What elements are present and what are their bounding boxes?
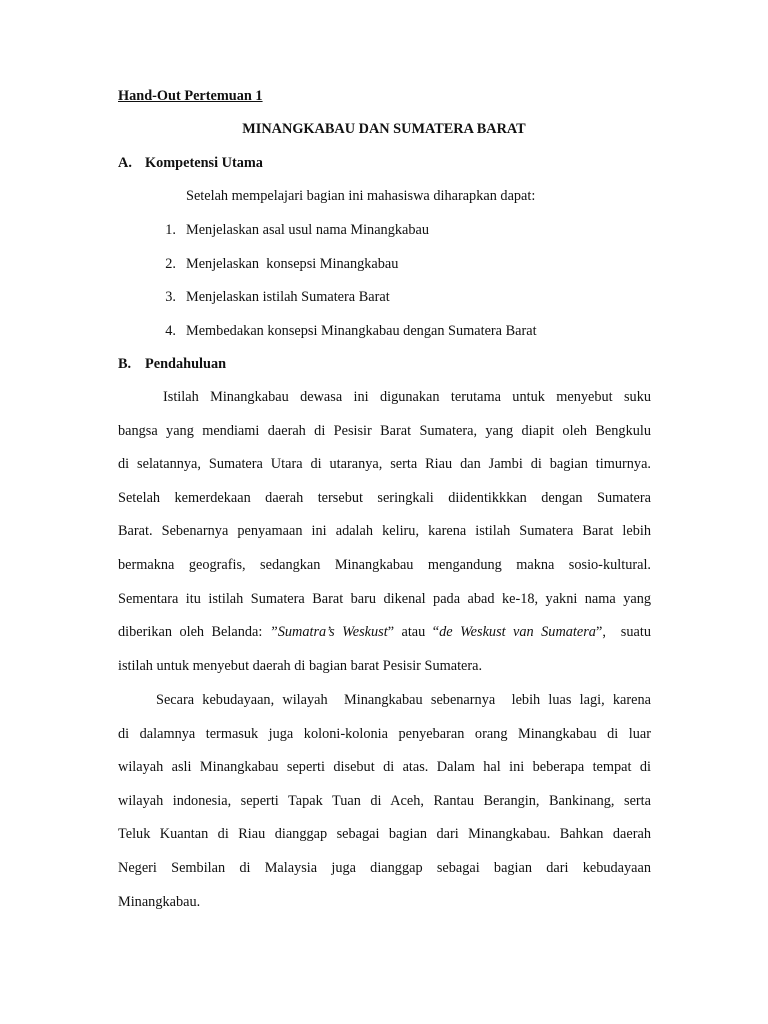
paragraph-line: di dalamnya termasuk juga koloni-kolonia penyebaran orang Minangkabau di luar	[118, 725, 651, 742]
handout-title: Hand-Out Pertemuan 1	[118, 88, 263, 104]
section-b-letter: B.	[118, 356, 132, 372]
paragraph-line: wilayah indonesia, seperti Tapak Tuan di Aceh, Rantau Berangin, Bankinang, serta	[118, 792, 651, 809]
objective-item	[0, 256, 700, 276]
objective-number: 2.	[165, 256, 176, 272]
objective-number: 4.	[165, 323, 176, 339]
paragraph-line: di selatannya, Sumatera Utara di utaranya, serta Riau dan Jambi di bagian timurnya.	[118, 456, 651, 473]
main-title: MINANGKABAU DAN SUMATERA BARAT	[242, 121, 526, 137]
objective-text: Menjelaskan istilah Sumatera Barat	[186, 289, 390, 305]
quote-line-middle: ” atau “	[387, 624, 440, 641]
paragraph-line: bermakna geografis, sedangkan Minangkabau mengandung makna sosio-kultural.	[118, 556, 651, 573]
paragraph-line: wilayah asli Minangkabau seperti disebut di atas. Dalam hal ini beberapa tempat di	[118, 759, 651, 776]
section-a-heading	[118, 155, 418, 175]
paragraph-line: bangsa yang mendiami daerah di Pesisir Barat Sumatera, yang diapit oleh Bengkulu	[118, 422, 651, 439]
paragraph-line: istilah untuk menyebut daerah di bagian barat Pesisir Sumatera.	[118, 657, 483, 674]
paragraph-line: Negeri Sembilan di Malaysia juga dianggap sebagai bagian dari kebudayaan	[118, 859, 651, 876]
quote-term-2: de Weskust van Sumatera	[439, 624, 596, 641]
section-a-intro: Setelah mempelajari bagian ini mahasiswa diharapkan dapat:	[186, 188, 536, 204]
objective-item	[0, 289, 700, 309]
paragraph-line: Teluk Kuantan di Riau dianggap sebagai bagian dari Minangkabau. Bahkan daerah	[118, 826, 651, 843]
paragraph-line-with-quotes	[118, 616, 651, 650]
section-a-letter: A.	[118, 155, 132, 171]
paragraph-line: Istilah Minangkabau dewasa ini digunakan terutama untuk menyebut suku	[163, 389, 651, 405]
objective-item	[0, 222, 700, 242]
objective-item	[0, 323, 700, 343]
objective-text: Menjelaskan konsepsi Minangkabau	[186, 256, 399, 272]
section-b-title: Pendahuluan	[145, 356, 227, 372]
paragraph-2	[118, 684, 651, 919]
paragraph-1	[118, 381, 651, 683]
paragraph-line: Barat. Sebenarnya penyamaan ini adalah keliru, karena istilah Sumatera Barat lebih	[118, 523, 651, 540]
objective-number: 3.	[165, 289, 176, 305]
section-a-title: Kompetensi Utama	[145, 155, 263, 171]
quote-line-after: ”, suatu	[595, 624, 651, 641]
objective-text: Membedakan konsepsi Minangkabau dengan Sumatera Barat	[186, 323, 537, 339]
paragraph-line: Secara kebudayaan, wilayah Minangkabau sebenarnya lebih luas lagi, karena	[156, 692, 651, 708]
paragraph-line: Setelah kemerdekaan daerah tersebut seringkali diidentikkkan dengan Sumatera	[118, 489, 651, 506]
section-b-heading	[118, 356, 418, 376]
quote-term-1: ”Sumatra’s Weskust	[269, 624, 388, 641]
paragraph-line: Sementara itu istilah Sumatera Barat baru dikenal pada abad ke-18, yakni nama yang	[118, 590, 651, 607]
paragraph-line: Minangkabau.	[118, 893, 201, 910]
quote-line-before: diberikan oleh Belanda:	[118, 624, 270, 641]
objective-text: Menjelaskan asal usul nama Minangkabau	[186, 222, 429, 238]
objective-number: 1.	[165, 222, 176, 238]
